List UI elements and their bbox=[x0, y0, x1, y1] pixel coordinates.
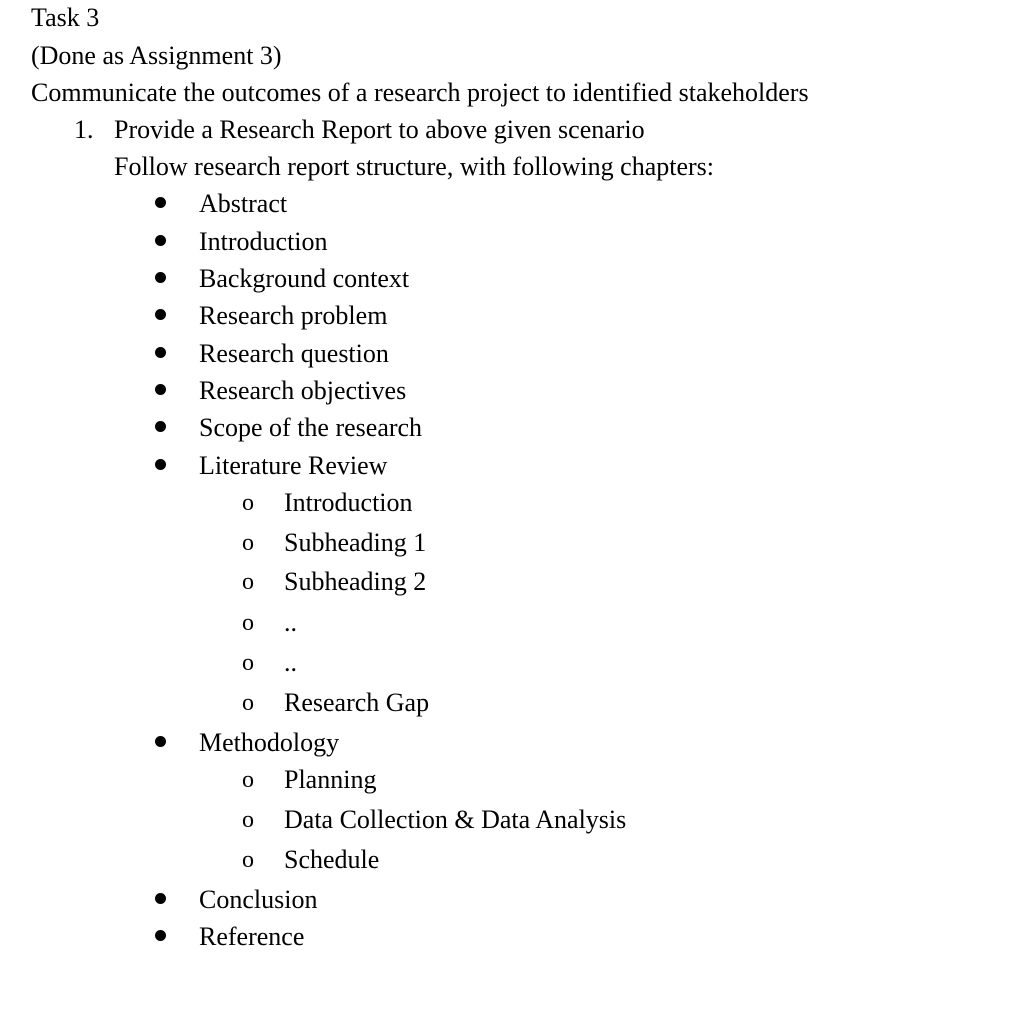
circle-bullet-icon: o bbox=[242, 847, 254, 873]
lit-sub-subheading-2 bbox=[0, 567, 1016, 597]
item-title: Provide a Research Report to above given scenario bbox=[114, 115, 645, 144]
item-instruction: Follow research report structure, with following chapters: bbox=[114, 152, 714, 181]
chapter-label: Methodology bbox=[199, 728, 340, 757]
task-goal: Communicate the outcomes of a research project to identified stakeholders bbox=[31, 78, 809, 107]
bullet-icon bbox=[155, 235, 166, 246]
chapter-label: Background context bbox=[199, 264, 410, 293]
circle-bullet-icon: o bbox=[242, 807, 254, 833]
method-sub-planning bbox=[0, 765, 1016, 795]
chapter-scope bbox=[0, 413, 1016, 443]
chapter-background bbox=[0, 264, 1016, 294]
task-title: Task 3 bbox=[31, 3, 100, 32]
chapter-reference bbox=[0, 922, 1016, 952]
chapter-abstract bbox=[0, 189, 1016, 219]
chapter-label: Research objectives bbox=[199, 376, 407, 405]
bullet-icon bbox=[155, 421, 166, 432]
bullet-icon bbox=[155, 197, 166, 208]
chapter-question bbox=[0, 339, 1016, 369]
sub-label: Research Gap bbox=[284, 688, 430, 717]
bullet-icon bbox=[155, 736, 166, 747]
lit-sub-research-gap bbox=[0, 688, 1016, 718]
sub-label: .. bbox=[284, 608, 297, 637]
assignment-note: (Done as Assignment 3) bbox=[31, 41, 282, 70]
chapter-objectives bbox=[0, 376, 1016, 406]
bullet-icon bbox=[155, 309, 166, 320]
chapter-label: Abstract bbox=[199, 189, 288, 218]
bullet-icon bbox=[155, 459, 166, 470]
circle-bullet-icon: o bbox=[242, 650, 254, 676]
chapter-literature-review bbox=[0, 451, 1016, 481]
item-number: 1. bbox=[74, 115, 94, 144]
chapter-label: Reference bbox=[199, 922, 305, 951]
chapter-introduction bbox=[0, 227, 1016, 257]
lit-sub-introduction bbox=[0, 488, 1016, 518]
sub-label: Subheading 1 bbox=[284, 528, 427, 557]
chapter-label: Introduction bbox=[199, 227, 328, 256]
circle-bullet-icon: o bbox=[242, 690, 254, 716]
chapter-methodology bbox=[0, 728, 1016, 758]
sub-label: Schedule bbox=[284, 845, 380, 874]
bullet-icon bbox=[155, 893, 166, 904]
method-sub-schedule bbox=[0, 845, 1016, 875]
lit-sub-ellipsis-2 bbox=[0, 648, 1016, 678]
bullet-icon bbox=[155, 930, 166, 941]
circle-bullet-icon: o bbox=[242, 569, 254, 595]
sub-label: Introduction bbox=[284, 488, 413, 517]
bullet-icon bbox=[155, 347, 166, 358]
circle-bullet-icon: o bbox=[242, 490, 254, 516]
circle-bullet-icon: o bbox=[242, 610, 254, 636]
chapter-conclusion bbox=[0, 885, 1016, 915]
chapter-label: Literature Review bbox=[199, 451, 388, 480]
sub-label: Data Collection & Data Analysis bbox=[284, 805, 627, 834]
sub-label: .. bbox=[284, 648, 297, 677]
bullet-icon bbox=[155, 384, 166, 395]
bullet-icon bbox=[155, 272, 166, 283]
method-sub-data-collection bbox=[0, 805, 1016, 835]
chapter-problem bbox=[0, 301, 1016, 331]
circle-bullet-icon: o bbox=[242, 530, 254, 556]
sub-label: Subheading 2 bbox=[284, 567, 427, 596]
chapter-label: Scope of the research bbox=[199, 413, 423, 442]
circle-bullet-icon: o bbox=[242, 767, 254, 793]
lit-sub-subheading-1 bbox=[0, 528, 1016, 558]
chapter-label: Conclusion bbox=[199, 885, 318, 914]
chapter-label: Research problem bbox=[199, 301, 388, 330]
chapter-label: Research question bbox=[199, 339, 389, 368]
lit-sub-ellipsis-1 bbox=[0, 608, 1016, 638]
sub-label: Planning bbox=[284, 765, 377, 794]
